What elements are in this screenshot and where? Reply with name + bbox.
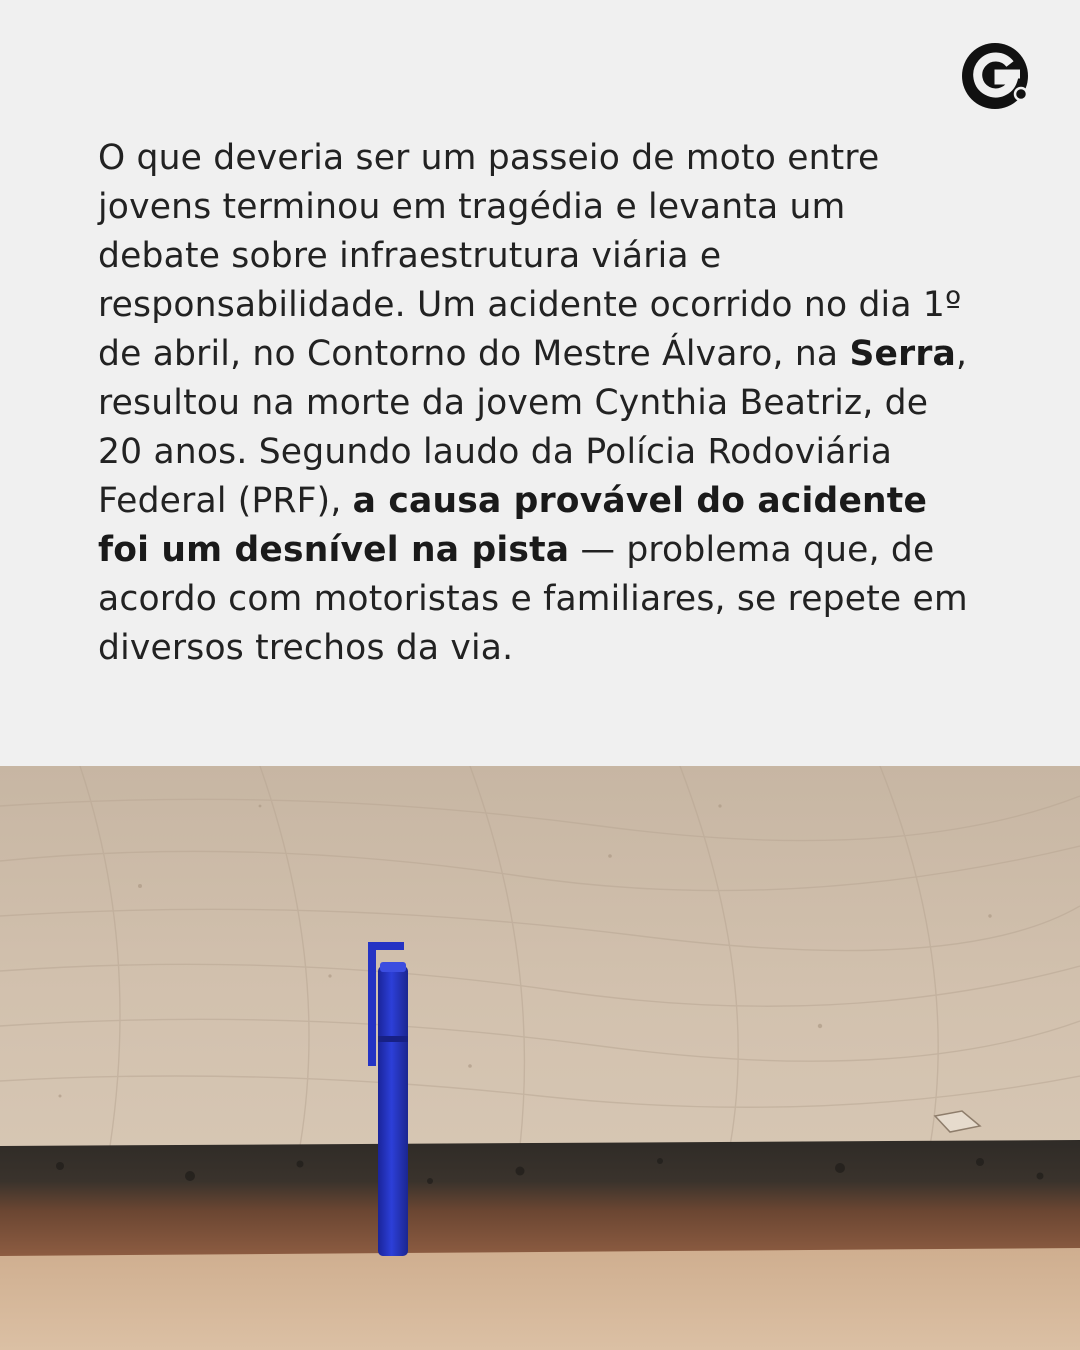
g-logo-icon[interactable] (962, 42, 1032, 112)
road-photo (0, 766, 1080, 1350)
article-text-segment: — problema que, de acordo com motoristas e familiares, se repete em diversos trechos da via. (98, 530, 968, 668)
article-text-bold-segment: a causa provável do acidente foi um desnível na pista (98, 481, 928, 570)
lower-road-surface (0, 1248, 1080, 1350)
pavement-drop-edge (0, 1140, 1080, 1258)
article-text-segment: , resultou na morte da jovem Cynthia Beatriz, de 20 anos. Segundo laudo da Polícia Rodoviária Federal (PRF), (98, 334, 968, 521)
article-paragraph (98, 134, 978, 673)
article-text-segment: O que deveria ser um passeio de moto entre jovens terminou em tragédia e levanta um debate sobre infraestrutura viária e responsabilidade. Um acidente ocorrido no dia 1º de abril, no Contorno do Mestre Álvaro, na (98, 138, 962, 374)
article-text-bold-segment: Serra (849, 334, 957, 374)
concrete-slab (0, 766, 1080, 1150)
